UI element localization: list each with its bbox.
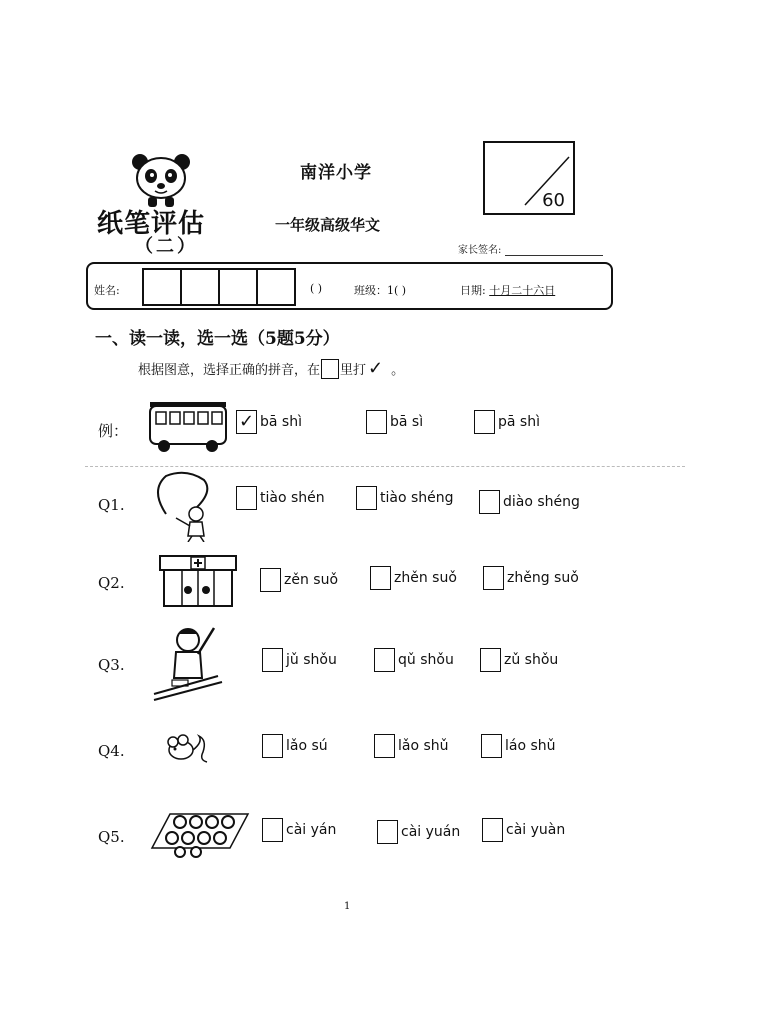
option-checkbox[interactable] (377, 820, 398, 844)
instruction-text-end: 。 (391, 363, 405, 378)
evaluation-title: 纸笔评估 (97, 209, 206, 239)
checkmark-icon: ✓ (368, 358, 384, 379)
option-checkbox[interactable]: ✓ (236, 410, 257, 434)
score-total: 60 (542, 190, 565, 211)
option-checkbox[interactable] (481, 734, 502, 758)
date-value: 十月二十六日 (489, 284, 556, 297)
instruction-box-icon (321, 359, 339, 379)
vegetable-garden-icon (150, 808, 250, 860)
evaluation-number: （二） (135, 236, 198, 257)
option-pinyin: zhěn suǒ (394, 570, 457, 586)
option-pinyin: zěn suǒ (284, 572, 339, 588)
option-pinyin: zhěng suǒ (507, 570, 579, 586)
instruction-text-mid: 里打 (340, 363, 367, 378)
name-cell[interactable] (142, 268, 182, 306)
option-checkbox[interactable] (262, 818, 283, 842)
option-pinyin: lǎo shǔ (398, 738, 449, 754)
option-1[interactable] (260, 568, 338, 592)
option-3[interactable] (479, 490, 580, 514)
option-pinyin: cài yán (286, 822, 337, 838)
option-2[interactable] (370, 566, 457, 590)
option-checkbox[interactable] (260, 568, 281, 592)
option-checkbox[interactable] (474, 410, 495, 434)
option-checkbox[interactable] (366, 410, 387, 434)
date-label: 日期: (460, 284, 486, 297)
page-number: 1 (344, 901, 351, 912)
option-1[interactable] (262, 648, 337, 672)
option-pinyin: pā shì (498, 414, 540, 430)
option-2[interactable] (366, 410, 423, 434)
parent-signature-label: 家长签名: (458, 245, 502, 256)
option-1[interactable] (236, 410, 302, 434)
option-pinyin: láo shǔ (505, 738, 556, 754)
option-checkbox[interactable] (262, 734, 283, 758)
option-pinyin: qǔ shǒu (398, 652, 454, 668)
question-label: Q5. (98, 828, 125, 846)
instruction (138, 358, 404, 379)
option-pinyin: tiào shéng (380, 490, 454, 506)
option-pinyin: bā sì (390, 414, 424, 430)
question-label: Q1. (98, 496, 125, 514)
question-label: Q3. (98, 656, 125, 674)
panda-icon (128, 152, 194, 208)
instruction-text: 根据图意，选择正确的拼音，在 (138, 363, 321, 378)
question-label: Q2. (98, 574, 125, 592)
question-label: Q4. (98, 742, 125, 760)
option-checkbox[interactable] (262, 648, 283, 672)
number-field[interactable]: ( ) (310, 282, 323, 295)
option-checkbox[interactable] (482, 818, 503, 842)
option-checkbox[interactable] (483, 566, 504, 590)
name-cell[interactable] (256, 268, 296, 306)
option-2[interactable] (377, 820, 460, 844)
name-cell[interactable] (218, 268, 258, 306)
option-3[interactable] (482, 818, 565, 842)
name-label: 姓名: (94, 284, 120, 297)
option-checkbox[interactable] (370, 566, 391, 590)
option-2[interactable] (374, 648, 454, 672)
score-box (483, 141, 575, 215)
option-checkbox[interactable] (480, 648, 501, 672)
section-title: 一、读一读，选一选（5题5分） (95, 329, 340, 349)
option-pinyin: diào shéng (503, 494, 580, 510)
option-3[interactable] (481, 734, 556, 758)
mouse-icon (163, 732, 209, 764)
student-info-bar (86, 262, 613, 310)
option-pinyin: bā shì (260, 414, 302, 430)
option-checkbox[interactable] (356, 486, 377, 510)
school-name: 南洋小学 (300, 163, 372, 183)
option-pinyin: jǔ shǒu (286, 652, 337, 668)
option-pinyin: cài yuàn (506, 822, 566, 838)
bus-icon (146, 400, 230, 454)
name-cells (142, 268, 294, 306)
option-2[interactable] (356, 486, 454, 510)
option-pinyin: lǎo sú (286, 738, 328, 754)
option-2[interactable] (374, 734, 449, 758)
option-3[interactable] (474, 410, 540, 434)
option-1[interactable] (262, 734, 328, 758)
name-cell[interactable] (180, 268, 220, 306)
option-3[interactable] (480, 648, 558, 672)
option-checkbox[interactable] (374, 648, 395, 672)
jump-rope-icon (146, 470, 216, 542)
parent-signature-line[interactable] (505, 243, 603, 256)
subject-subtitle: 一年级高级华文 (275, 216, 381, 234)
option-checkbox[interactable] (374, 734, 395, 758)
option-pinyin: cài yuán (401, 824, 461, 840)
option-checkbox[interactable] (236, 486, 257, 510)
option-pinyin: zǔ shǒu (504, 652, 559, 668)
class-field[interactable]: 班级：1( ) (354, 284, 407, 297)
clinic-icon (158, 554, 238, 608)
raise-hand-icon (152, 620, 232, 704)
question-label: 例： (98, 422, 129, 440)
option-1[interactable] (236, 486, 325, 510)
option-pinyin: tiào shén (260, 490, 325, 506)
option-3[interactable] (483, 566, 579, 590)
option-1[interactable] (262, 818, 336, 842)
parent-signature (458, 241, 603, 256)
option-checkbox[interactable] (479, 490, 500, 514)
date-field (460, 282, 555, 298)
divider (85, 466, 685, 467)
